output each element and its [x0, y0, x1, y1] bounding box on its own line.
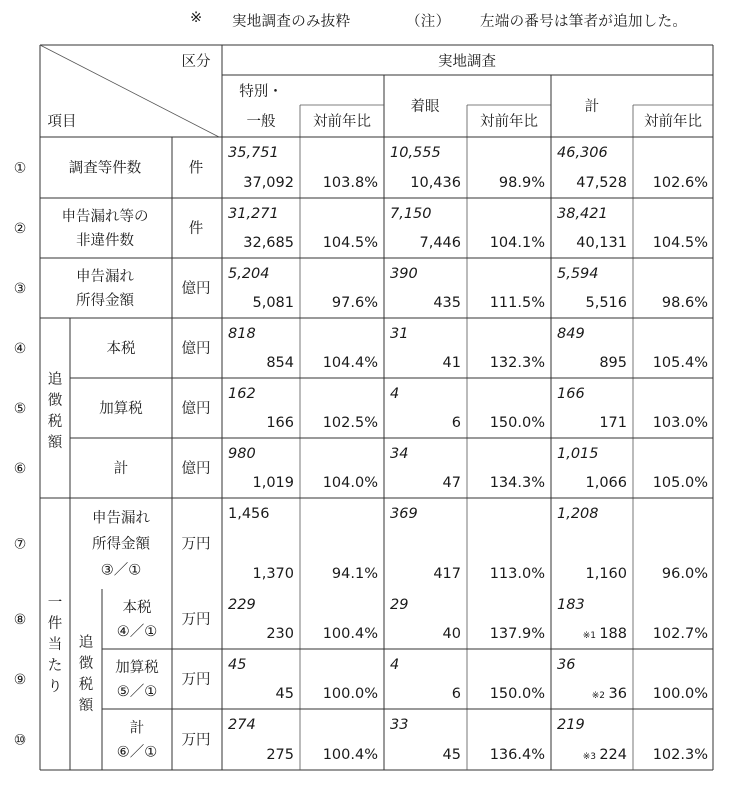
cell-yoy-ratio: 113.0% — [489, 566, 545, 582]
header-koumoku: 項目 — [47, 114, 77, 130]
row-item-label: 加算税 — [99, 401, 143, 417]
cell-current-value: 162 — [228, 386, 256, 402]
cell-yoy-ratio: 98.9% — [498, 175, 545, 191]
cell-note-mark: ※2 — [591, 691, 605, 701]
cell-prior-year-value: 10,436 — [410, 175, 461, 191]
cell-current-value: 31,271 — [228, 206, 279, 222]
cell-prior-year-value: 5,516 — [585, 295, 627, 311]
cell-note-mark: ※1 — [582, 631, 596, 641]
cell-prior-year-value: 36 — [608, 686, 627, 702]
cell-yoy-ratio: 98.6% — [661, 295, 708, 311]
cell-yoy-ratio: 137.9% — [489, 626, 545, 642]
cell-yoy-ratio: 102.3% — [652, 747, 708, 763]
cell-current-value: 390 — [390, 266, 418, 282]
cell-yoy-ratio: 150.0% — [489, 686, 545, 702]
cell-yoy-ratio: 134.3% — [489, 475, 545, 491]
row-unit: 万円 — [181, 612, 211, 628]
cell-yoy-ratio: 102.7% — [652, 626, 708, 642]
cell-prior-year-value: 230 — [266, 626, 294, 642]
cell-prior-year-value: 7,446 — [419, 235, 461, 251]
cell-current-value: 4 — [390, 386, 400, 402]
row-item-label: 申告漏れ — [92, 510, 150, 527]
cell-current-value: 33 — [390, 717, 409, 733]
cell-current-value: 980 — [228, 446, 256, 462]
cell-yoy-ratio: 97.6% — [331, 295, 378, 311]
row-number: ⑤ — [13, 401, 27, 417]
cell-yoy-ratio: 103.0% — [652, 415, 708, 431]
cell-prior-year-value: 40 — [442, 626, 461, 642]
side-label-ikken-tsuichou-char: 額 — [78, 698, 94, 714]
row-unit: 件 — [188, 221, 204, 237]
row-unit: 億円 — [181, 341, 211, 357]
row-number: ⑨ — [13, 672, 27, 688]
cell-current-value: 219 — [557, 717, 585, 733]
cell-yoy-ratio: 132.3% — [489, 355, 545, 371]
row-item-label: 本税 — [106, 341, 136, 357]
cell-prior-year-value: 5,081 — [252, 295, 294, 311]
row-item-label: 所得金額 — [76, 293, 134, 309]
note-text-1: 実地調査のみ抜粋 — [232, 14, 351, 30]
side-label-ikken-tsuichou-char: 税 — [78, 677, 94, 693]
cell-prior-year-value: 6 — [451, 415, 461, 431]
cell-current-value: 369 — [390, 506, 418, 522]
row-item-label: ④／① — [116, 624, 158, 640]
cell-current-value: 5,204 — [228, 266, 270, 282]
cell-yoy-ratio: 105.4% — [652, 355, 708, 371]
row-number: ⑥ — [13, 461, 27, 477]
cell-yoy-ratio: 111.5% — [489, 295, 545, 311]
header-jitchi: 実地調査 — [438, 54, 496, 70]
cell-yoy-ratio: 103.8% — [322, 175, 378, 191]
cell-current-value: 274 — [228, 717, 256, 733]
row-item-label: 計 — [129, 720, 145, 737]
cell-yoy-ratio: 136.4% — [489, 747, 545, 763]
cell-prior-year-value: 435 — [433, 295, 461, 311]
cell-current-value: 34 — [390, 446, 409, 462]
cell-yoy-ratio: 104.4% — [322, 355, 378, 371]
side-label-ikken-char: 一 — [47, 595, 63, 611]
side-label-tsuichou-char: 額 — [47, 435, 63, 451]
row-number: ④ — [13, 341, 27, 357]
cell-prior-year-value: 47,528 — [576, 175, 627, 191]
row-unit: 億円 — [181, 281, 211, 297]
header-kei: 計 — [584, 99, 600, 115]
row-item-label: 申告漏れ — [76, 269, 134, 285]
side-label-ikken-char: た — [47, 658, 63, 674]
cell-current-value: 818 — [228, 326, 256, 342]
cell-current-value: 38,421 — [557, 206, 608, 222]
cell-current-value: 31 — [390, 326, 409, 342]
header-yoy-3: 対前年比 — [644, 114, 702, 130]
row-number: ⑦ — [13, 536, 27, 553]
cell-yoy-ratio: 104.5% — [652, 235, 708, 251]
cell-prior-year-value: 224 — [599, 747, 627, 763]
cell-yoy-ratio: 102.5% — [322, 415, 378, 431]
cell-current-value: 1,208 — [557, 506, 599, 522]
header-yoy-1: 対前年比 — [313, 114, 371, 130]
row-number: ⑧ — [13, 612, 27, 628]
cell-prior-year-value: 188 — [599, 626, 627, 642]
header-yoy-2: 対前年比 — [480, 114, 538, 130]
cell-note-mark: ※3 — [582, 752, 596, 762]
cell-yoy-ratio: 94.1% — [331, 566, 378, 582]
cell-yoy-ratio: 104.1% — [489, 235, 545, 251]
row-number: ⑩ — [13, 732, 27, 749]
row-number: ① — [13, 160, 27, 177]
cell-prior-year-value: 32,685 — [243, 235, 294, 251]
cell-current-value: 29 — [390, 597, 409, 613]
cell-yoy-ratio: 96.0% — [661, 566, 708, 582]
row-item-label: 調査等件数 — [68, 160, 142, 177]
cell-current-value: 4 — [390, 657, 400, 673]
note-mark: ※ — [190, 10, 203, 26]
side-label-ikken-char: 当 — [47, 637, 63, 653]
cell-yoy-ratio: 104.0% — [322, 475, 378, 491]
row-unit: 万円 — [181, 536, 211, 553]
cell-prior-year-value: 41 — [442, 355, 461, 371]
cell-prior-year-value: 1,160 — [585, 566, 627, 582]
row-item-label: ③／① — [100, 562, 142, 579]
cell-current-value: 5,594 — [557, 266, 599, 282]
side-label-tsuichou-char: 徴 — [47, 393, 63, 409]
row-item-label: 申告漏れ等の — [61, 209, 149, 225]
row-number: ③ — [13, 281, 27, 297]
row-item-label: ⑤／① — [116, 684, 158, 700]
cell-yoy-ratio: 105.0% — [652, 475, 708, 491]
cell-yoy-ratio: 150.0% — [489, 415, 545, 431]
cell-current-value: 229 — [228, 597, 256, 613]
note-text-3: 左端の番号は筆者が追加した。 — [480, 14, 688, 30]
row-unit: 件 — [188, 160, 204, 177]
cell-prior-year-value: 854 — [266, 355, 294, 371]
cell-current-value: 35,751 — [228, 145, 279, 161]
cell-prior-year-value: 40,131 — [576, 235, 627, 251]
row-item-label: 計 — [113, 461, 129, 477]
cell-yoy-ratio: 100.0% — [652, 686, 708, 702]
row-unit: 億円 — [181, 401, 211, 417]
side-label-tsuichou-char: 追 — [47, 372, 63, 388]
cell-prior-year-value: 37,092 — [243, 175, 294, 191]
row-number: ② — [13, 221, 27, 237]
cell-current-value: 7,150 — [390, 206, 432, 222]
side-label-ikken-char: 件 — [47, 616, 63, 632]
row-item-label: 本税 — [122, 600, 152, 616]
side-label-ikken-char: り — [47, 679, 63, 695]
row-unit: 万円 — [181, 672, 211, 688]
row-item-label: 非違件数 — [76, 233, 134, 249]
side-label-ikken-tsuichou-char: 追 — [78, 635, 94, 651]
cell-yoy-ratio: 104.5% — [322, 235, 378, 251]
cell-current-value: 1,456 — [228, 506, 270, 522]
row-unit: 億円 — [181, 461, 211, 477]
note-text-2: （注） — [406, 14, 451, 30]
row-unit: 万円 — [181, 732, 211, 749]
cell-yoy-ratio: 100.4% — [322, 747, 378, 763]
cell-yoy-ratio: 102.6% — [652, 175, 708, 191]
cell-current-value: 849 — [557, 326, 585, 342]
cell-yoy-ratio: 100.0% — [322, 686, 378, 702]
side-label-ikken-tsuichou-char: 徴 — [78, 656, 94, 672]
row-item-label: 加算税 — [115, 660, 159, 676]
cell-current-value: 183 — [557, 597, 585, 613]
cell-prior-year-value: 1,370 — [252, 566, 294, 582]
cell-prior-year-value: 417 — [433, 566, 461, 582]
side-label-tsuichou-char: 税 — [47, 414, 63, 430]
cell-prior-year-value: 275 — [266, 747, 294, 763]
cell-prior-year-value: 6 — [451, 686, 461, 702]
cell-current-value: 36 — [557, 657, 576, 673]
cell-current-value: 10,555 — [390, 145, 441, 161]
cell-current-value: 45 — [228, 657, 247, 673]
row-item-label: 所得金額 — [92, 536, 150, 553]
cell-prior-year-value: 1,066 — [585, 475, 627, 491]
cell-current-value: 166 — [557, 386, 585, 402]
cell-yoy-ratio: 100.4% — [322, 626, 378, 642]
cell-prior-year-value: 171 — [599, 415, 627, 431]
cell-current-value: 1,015 — [557, 446, 599, 462]
cell-prior-year-value: 895 — [599, 355, 627, 371]
row-item-label: ⑥／① — [116, 744, 158, 761]
header-chakugan: 着眼 — [410, 99, 440, 115]
cell-prior-year-value: 1,019 — [252, 475, 294, 491]
header-tokubetsu-1: 特別・ — [239, 84, 283, 100]
header-kubun: 区分 — [181, 54, 211, 70]
cell-prior-year-value: 47 — [442, 475, 461, 491]
cell-prior-year-value: 45 — [442, 747, 461, 763]
cell-current-value: 46,306 — [557, 145, 608, 161]
cell-prior-year-value: 166 — [266, 415, 294, 431]
header-tokubetsu-2: 一般 — [246, 114, 276, 130]
cell-prior-year-value: 45 — [275, 686, 294, 702]
